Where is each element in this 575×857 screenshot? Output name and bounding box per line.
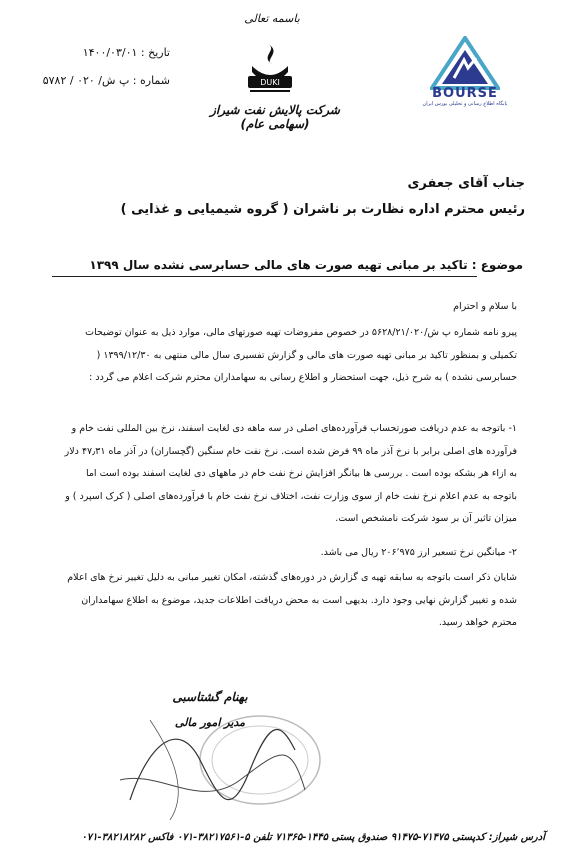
footer-address: آدرس شیراز: کدپستی ۷۱۴۷۵-۹۱۴۷۵ صندوق پستی ۱۴۴۵-۷۱۳۶۵ تلفن ۵-۳۸۲۱۷۵۶۱-۰۷۱ فاکس ۳۸۲۱۸۲۸۲-۰۷۱ (81, 832, 545, 843)
company-logo-text: DUKI (260, 78, 280, 87)
body-item-2: ۲- میانگین نرخ تسعیر ارز ۲۰۶٬۹۷۵ ریال می باشد. (320, 547, 517, 558)
body-paragraph-intro: پیرو نامه شماره پ ش/۵۶۲۸/۲۱/۰۲۰ در خصوص مفروضات تهیه صورتهای مالی، موارد ذیل به عنوان توضیحات تکمیلی و بمنظور تاکید بر مبانی تهیه صورت های مالی و گزارش تفسیری سال مالی منتهی به ۱۳۹۹/۱۲/۳۰ ( حسابرسی نشده ) به شرح ذیل، جهت استحضار و اطلاع رسانی به سهامداران محترم شرکت اعلام می گردد : (85, 327, 517, 383)
bourse-logo (430, 36, 500, 90)
bourse-wordmark: BOURSE (432, 86, 498, 101)
body-paragraph-closing: شایان ذکر است باتوجه به سابقه تهیه ی گزارش در دوره‌های گذشته، امکان تغییر مبانی به دلیل تغییر نرخ های اعلام شده و تغییر گزارش نهایی وجود دارد. بدیهی است به محض دریافت اطلاعات جدید، موضوع به اطلاع سهامداران محترم خواهد رسید. (67, 572, 517, 628)
subject-underline (52, 276, 477, 277)
company-name: شرکت پالایش نفت شیراز (سهامی عام) (210, 103, 340, 131)
company-logo (238, 38, 302, 102)
body-item-1: ۱- باتوجه به عدم دریافت صورتحساب فرآورده‌های اصلی در سه ماهه دی لغایت اسفند، نرخ بین المللی نفت خام و فرآورده های اصلی برابر با نرخ آذر ماه ۹۹ فرض شده است. نرخ نفت خام سنگین (گچساران) در آذر ماه ۴۷٫۳۱ دلار به ازاء هر بشکه بوده است . بررسی ها بیانگر افزایش نرخ نفت خام در ماههای دی لغایت اسفند بوده است اما باتوجه به عدم اعلام نرخ نفت خام از سوی وزارت نفت، اختلاف نرخ نفت خام با فرآورده‌های اصلی ( کرک اسپرد ) و میزان تاثیر آن بر سود شرکت نامشخص است. (64, 423, 517, 524)
letter-subject: موضوع : تاکید بر مبانی تهیه صورت های مالی حسابرسی نشده سال ۱۳۹۹ (89, 258, 523, 272)
letter-date: تاریخ : ۱۴۰۰/۰۳/۰۱ (82, 46, 170, 59)
basmala: باسمه تعالی (244, 12, 300, 25)
signatory-title: مدیر امور مالی (174, 716, 246, 729)
addressee-title: رئیس محترم اداره نظارت بر ناشران ( گروه شیمیایی و غذایی ) (120, 202, 525, 217)
letter-number: شماره : پ ش/ ۰۲۰ / ۵۷۸۲ (42, 74, 170, 87)
signatory-name: بهنام گشتاسبی (172, 690, 248, 704)
greeting: با سلام و احترام (453, 301, 517, 312)
addressee-name: جناب آقای جعفری (407, 176, 525, 191)
bourse-tagline: پایگاه اطلاع رسانی و تحلیلی بورس ایران (422, 101, 508, 107)
